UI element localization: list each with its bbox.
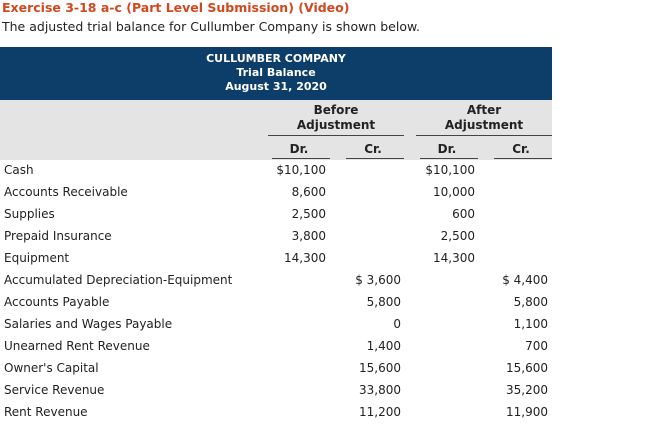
amount-after-cr: 15,600: [506, 361, 548, 375]
amount-before-dr: 2,500: [291, 207, 326, 221]
amount-after-dr: 2,500: [440, 229, 475, 243]
table-row: [0, 358, 654, 380]
before-heading-line-1: Before: [313, 103, 359, 117]
intro-text: The adjusted trial balance for Cullumber Company is shown below.: [2, 19, 421, 34]
account-name: Rent Revenue: [4, 405, 88, 419]
amount-after-cr: 5,800: [513, 295, 548, 309]
amount-before-cr: 0: [393, 317, 401, 331]
before-heading-line-2: Adjustment: [296, 118, 376, 132]
table-row: [0, 336, 654, 358]
after-dr-underline: [420, 158, 478, 159]
amount-after-cr: $ 4,400: [502, 273, 548, 287]
amount-before-cr: $ 3,600: [355, 273, 401, 287]
after-heading-line-2: Adjustment: [444, 118, 524, 132]
amount-before-dr: 8,600: [291, 185, 326, 199]
amount-after-dr: 10,000: [433, 185, 475, 199]
after-heading-line-1: After: [466, 103, 502, 117]
amount-after-dr: 14,300: [433, 251, 475, 265]
amount-before-cr: 11,200: [359, 405, 401, 419]
account-name: Equipment: [4, 251, 70, 265]
before-cr-underline: [346, 158, 404, 159]
table-row: [0, 204, 654, 226]
after-adjustment-heading: [416, 103, 552, 133]
account-name: Salaries and Wages Payable: [4, 317, 173, 331]
account-name: Prepaid Insurance: [4, 229, 112, 243]
statement-banner: [0, 47, 552, 100]
amount-after-cr: 11,900: [506, 405, 548, 419]
amount-before-dr: $10,100: [276, 163, 326, 177]
amount-after-cr: 35,200: [506, 383, 548, 397]
account-name: Accounts Receivable: [4, 185, 128, 199]
statement-name: Trial Balance: [236, 66, 316, 79]
statement-date: August 31, 2020: [225, 80, 327, 93]
amount-before-cr: 15,600: [359, 361, 401, 375]
amount-after-cr: 1,100: [513, 317, 548, 331]
account-name: Owner's Capital: [4, 361, 99, 375]
table-row: [0, 314, 654, 336]
table-row: [0, 270, 654, 292]
after-cr-heading: Cr.: [512, 142, 530, 156]
after-cr-underline: [494, 158, 552, 159]
amount-before-cr: 33,800: [359, 383, 401, 397]
table-row: [0, 160, 654, 182]
company-name: CULLUMBER COMPANY: [206, 52, 346, 65]
before-dr-underline: [272, 158, 330, 159]
amount-before-dr: 3,800: [291, 229, 326, 243]
account-name: Cash: [4, 163, 34, 177]
amount-before-dr: 14,300: [284, 251, 326, 265]
before-cr-heading: Cr.: [364, 142, 382, 156]
table-row: [0, 248, 654, 270]
after-dr-heading: Dr.: [437, 142, 457, 156]
after-heading-underline: [416, 135, 552, 136]
account-name: Accounts Payable: [4, 295, 110, 309]
account-name: Supplies: [4, 207, 55, 221]
amount-before-cr: 1,400: [366, 339, 401, 353]
amount-after-cr: 700: [525, 339, 548, 353]
amount-after-dr: 600: [452, 207, 475, 221]
account-name: Accumulated Depreciation-Equipment: [4, 273, 233, 287]
table-row: [0, 292, 654, 314]
table-row: [0, 226, 654, 248]
table-row: [0, 380, 654, 402]
amount-after-dr: $10,100: [425, 163, 475, 177]
before-heading-underline: [268, 135, 404, 136]
exercise-title: Exercise 3-18 a-c (Part Level Submission) (Video): [2, 0, 350, 15]
before-adjustment-heading: [268, 103, 404, 133]
account-name: Service Revenue: [4, 383, 105, 397]
before-dr-heading: Dr.: [289, 142, 309, 156]
account-name: Unearned Rent Revenue: [4, 339, 150, 353]
amount-before-cr: 5,800: [366, 295, 401, 309]
table-row: [0, 402, 654, 424]
table-row: [0, 182, 654, 204]
